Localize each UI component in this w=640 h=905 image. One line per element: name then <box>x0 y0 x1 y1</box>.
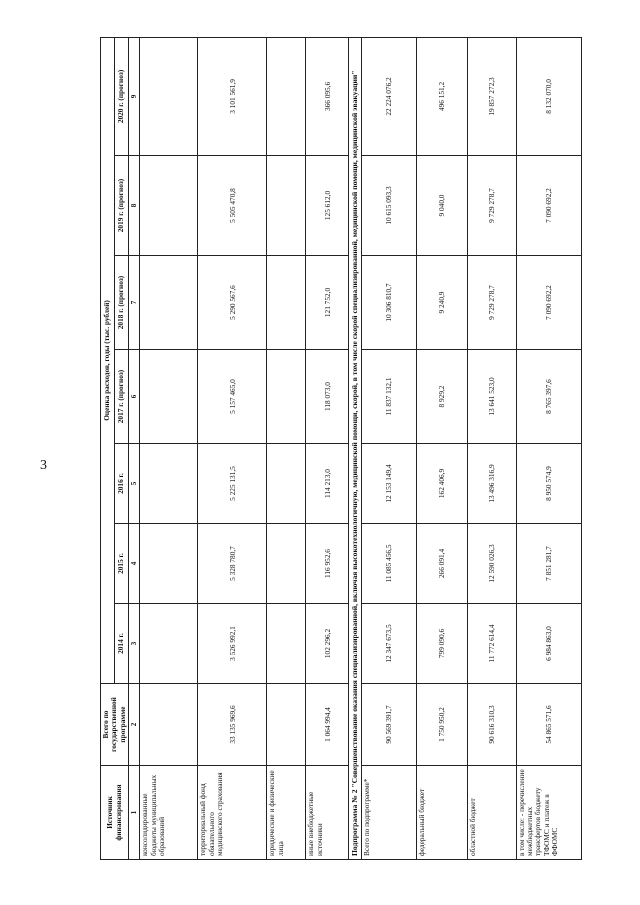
column-number-row <box>129 37 140 859</box>
value-cell: 7 090 692,2 <box>516 156 581 256</box>
value-cell <box>267 604 306 684</box>
header-year: 2019 г. (прогноз) <box>115 156 129 256</box>
value-cell: 5 225 131,5 <box>198 444 267 524</box>
value-cell: 5 290 567,6 <box>198 256 267 350</box>
row-label: территориальный фонд обязательного медицинского страхования <box>198 766 267 860</box>
rows-bottom <box>361 37 581 859</box>
value-cell <box>140 156 198 256</box>
header-year: 2015 г. <box>115 524 129 604</box>
row-label: федеральный бюджет <box>416 766 467 860</box>
value-cell <box>267 37 306 155</box>
column-number: 1 <box>129 766 140 860</box>
value-cell: 10 306 810,7 <box>361 256 416 350</box>
value-cell: 8 765 397,6 <box>516 350 581 444</box>
value-cell: 266 091,4 <box>416 524 467 604</box>
table-row <box>198 37 267 859</box>
financing-table <box>100 37 582 860</box>
value-cell: 1 750 950,2 <box>416 684 467 766</box>
value-cell: 9 240,9 <box>416 256 467 350</box>
value-cell: 13 641 523,0 <box>467 350 516 444</box>
value-cell: 496 151,2 <box>416 37 467 155</box>
column-number: 2 <box>129 684 140 766</box>
value-cell <box>140 37 198 155</box>
value-cell: 1 064 994,4 <box>306 684 349 766</box>
column-number: 9 <box>129 37 140 155</box>
value-cell: 125 612,0 <box>306 156 349 256</box>
value-cell: 11 772 614,4 <box>467 604 516 684</box>
table-row <box>467 37 516 859</box>
value-cell: 3 101 561,9 <box>198 37 267 155</box>
row-label: иные внебюджетные источники <box>306 766 349 860</box>
value-cell <box>267 350 306 444</box>
table-row <box>416 37 467 859</box>
value-cell: 5 505 470,8 <box>198 156 267 256</box>
value-cell <box>267 524 306 604</box>
value-cell <box>267 156 306 256</box>
table-row <box>267 37 306 859</box>
value-cell: 10 615 093,3 <box>361 156 416 256</box>
value-cell: 54 865 571,6 <box>516 684 581 766</box>
header-year: 2016 г. <box>115 444 129 524</box>
header-year: 2017 г. (прогноз) <box>115 350 129 444</box>
value-cell <box>140 444 198 524</box>
value-cell: 11 085 456,5 <box>361 524 416 604</box>
value-cell: 8 950 574,9 <box>516 444 581 524</box>
value-cell <box>267 444 306 524</box>
header-year: 2020 г. (прогноз) <box>115 37 129 155</box>
value-cell <box>140 524 198 604</box>
value-cell: 366 095,6 <box>306 37 349 155</box>
value-cell: 13 496 316,9 <box>467 444 516 524</box>
row-label: в том числе: - перечисление межбюджетных трансфертов бюджету ТФОМС и платеж в ФФОМС <box>516 766 581 860</box>
value-cell <box>140 604 198 684</box>
value-cell <box>140 256 198 350</box>
value-cell: 8 929,2 <box>416 350 467 444</box>
value-cell: 12 153 149,4 <box>361 444 416 524</box>
value-cell: 118 073,0 <box>306 350 349 444</box>
value-cell: 9 040,0 <box>416 156 467 256</box>
row-label: консолидированные бюджеты муниципальных образований <box>140 766 198 860</box>
row-label: юридические и физические лица <box>267 766 306 860</box>
value-cell: 6 984 863,0 <box>516 604 581 684</box>
header-year: 2018 г. (прогноз) <box>115 256 129 350</box>
value-cell: 19 857 272,3 <box>467 37 516 155</box>
value-cell: 799 090,6 <box>416 604 467 684</box>
header-total: Всего по государственной программе <box>101 684 129 766</box>
value-cell: 8 132 070,0 <box>516 37 581 155</box>
value-cell: 114 213,0 <box>306 444 349 524</box>
value-cell <box>140 684 198 766</box>
value-cell: 90 569 391,7 <box>361 684 416 766</box>
value-cell: 121 752,0 <box>306 256 349 350</box>
value-cell: 12 590 026,3 <box>467 524 516 604</box>
header-year: 2014 г. <box>115 604 129 684</box>
column-number: 6 <box>129 350 140 444</box>
table-row <box>140 37 198 859</box>
table-row <box>361 37 416 859</box>
value-cell: 5 328 780,7 <box>198 524 267 604</box>
rotated-table-sheet <box>100 38 560 860</box>
table-row <box>306 37 349 859</box>
column-number: 5 <box>129 444 140 524</box>
value-cell: 33 135 969,6 <box>198 684 267 766</box>
value-cell: 5 157 465,0 <box>198 350 267 444</box>
value-cell: 116 952,6 <box>306 524 349 604</box>
value-cell <box>267 256 306 350</box>
page-number: 3 <box>40 458 47 473</box>
column-number: 7 <box>129 256 140 350</box>
table-row <box>516 37 581 859</box>
value-cell: 90 616 310,3 <box>467 684 516 766</box>
value-cell: 7 851 281,7 <box>516 524 581 604</box>
value-cell: 22 224 076,2 <box>361 37 416 155</box>
value-cell: 162 406,9 <box>416 444 467 524</box>
value-cell: 12 347 673,5 <box>361 604 416 684</box>
header-estimate: Оценка расходов, годы (тыс. рублей) <box>101 37 115 683</box>
value-cell: 9 729 278,7 <box>467 156 516 256</box>
header-source: Источник финансирования <box>101 766 129 860</box>
value-cell <box>267 684 306 766</box>
value-cell: 11 837 132,1 <box>361 350 416 444</box>
rows-top <box>140 37 349 859</box>
subprogram-title: Подпрограмма № 2 "Совершенствование оказания специализированной, включая высокотехнологичную, медицинской помощи, скорой, в том числе скорой специализированной, медицинской помощи, медицинской эвакуации" <box>349 37 361 859</box>
column-number: 8 <box>129 156 140 256</box>
value-cell <box>140 350 198 444</box>
value-cell: 9 729 278,7 <box>467 256 516 350</box>
column-number: 3 <box>129 604 140 684</box>
row-label: Всего по подпрограмме* <box>361 766 416 860</box>
value-cell: 7 090 692,2 <box>516 256 581 350</box>
row-label: областной бюджет <box>467 766 516 860</box>
column-number: 4 <box>129 524 140 604</box>
value-cell: 3 526 992,1 <box>198 604 267 684</box>
value-cell: 102 296,2 <box>306 604 349 684</box>
